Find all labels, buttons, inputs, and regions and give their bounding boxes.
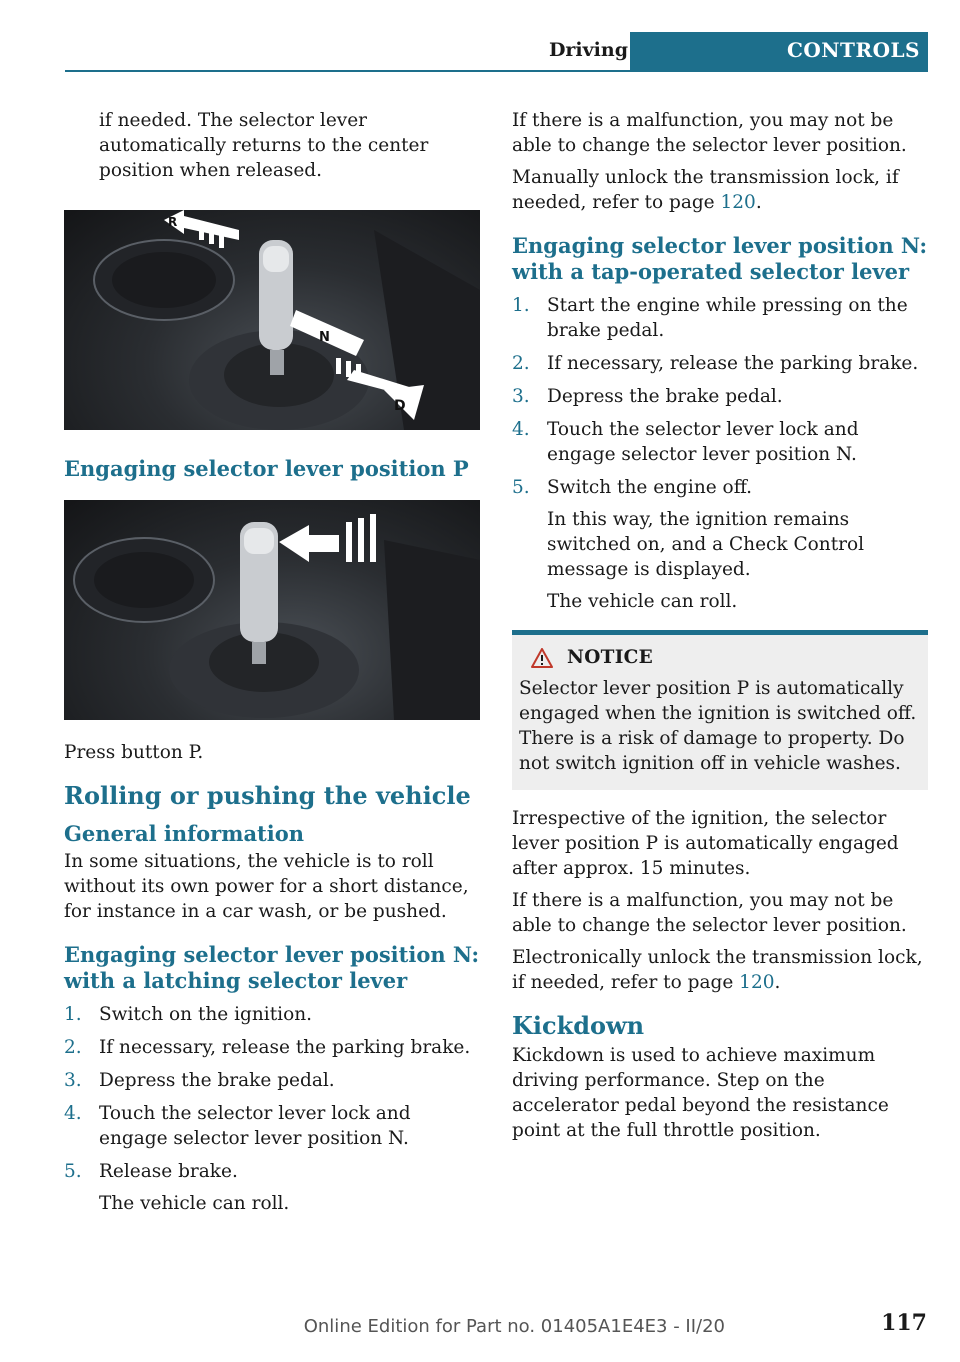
step-number: 5.: [64, 1161, 82, 1182]
malfunction-paragraph-2: If there is a malfunction, you may not be able to change the selector lever position.: [512, 890, 907, 936]
list-item: [64, 1068, 480, 1093]
electronic-unlock-paragraph: [512, 945, 928, 995]
step-text: Depress the brake pedal.: [547, 386, 783, 407]
step-number: 3.: [512, 386, 530, 407]
step-number: 5.: [512, 477, 530, 498]
step-text: If necessary, release the parking brake.: [547, 353, 919, 374]
edition-text: Online Edition for Part no. 01405A1E4E3 - II/20: [303, 1316, 725, 1337]
selector-lever-photo-rnd: [64, 210, 480, 430]
step-text: Touch the selector lever lock and engage selector lever position N.: [547, 419, 859, 465]
step-text: Switch on the ignition.: [99, 1004, 313, 1025]
kickdown-text: Kickdown is used to achieve maximum driving performance. Step on the accelerator pedal beyond the resistance point at the full throttle position.: [512, 1045, 889, 1141]
list-item: [512, 351, 928, 376]
list-item: [512, 417, 928, 467]
page-footer: [0, 1310, 960, 1356]
svg-text:R: R: [168, 215, 178, 229]
selector-lever-photo-p: [64, 500, 480, 720]
step-number: 3.: [64, 1070, 82, 1091]
step-subtext: In this way, the ignition remains switched on, and a Check Control message is displayed.: [547, 509, 865, 580]
heading-engage-p: Engaging selector lever position P: [64, 456, 469, 481]
list-item: [512, 293, 928, 343]
press-p-text: Press button P.: [64, 742, 204, 763]
step-number: 4.: [512, 419, 530, 440]
step-text: Start the engine while pressing on the brake pedal.: [547, 295, 908, 341]
step-text: Depress the brake pedal.: [99, 1070, 335, 1091]
manual-unlock-end: .: [755, 192, 762, 213]
page-number: 117: [881, 1310, 927, 1336]
list-item: [64, 1101, 480, 1151]
step-number: 1.: [64, 1004, 82, 1025]
selector-lever-r-n-d-diagram: [64, 210, 480, 430]
latching-steps-list: [64, 1002, 480, 1216]
manual-unlock-paragraph: [512, 165, 928, 215]
step-number: 1.: [512, 295, 530, 316]
header-chapter-tab: CONTROLS: [630, 32, 928, 70]
left-column: [64, 108, 480, 1224]
header-rule: [65, 70, 928, 72]
notice-header: [519, 645, 920, 670]
step-text: If necessary, release the parking brake.: [99, 1037, 471, 1058]
electronic-unlock-end: .: [774, 972, 781, 993]
step-text: Touch the selector lever lock and engage selector lever position N.: [99, 1103, 411, 1149]
step-text: Release brake.: [99, 1161, 238, 1182]
electronic-unlock-text: Electronically unlock the transmission lock, if needed, refer to page: [512, 947, 923, 993]
manual-unlock-text: Manually unlock the transmission lock, if needed, refer to page: [512, 167, 899, 213]
general-info-text: In some situations, the vehicle is to roll without its own power for a short distance, for instance in a car wash, or be pushed.: [64, 851, 469, 922]
svg-text:N: N: [319, 330, 330, 345]
list-item: [64, 1002, 480, 1027]
list-item: [512, 384, 928, 409]
notice-box: [512, 630, 928, 790]
heading-rolling: Rolling or pushing the vehicle: [64, 781, 471, 810]
right-column: [512, 108, 928, 1150]
heading-tap-operated: Engaging selector lever position N: with a tap-operated selector lever: [512, 233, 928, 284]
page-link-120-manual[interactable]: 120: [720, 192, 756, 213]
heading-general-info: General information: [64, 821, 305, 846]
step-text: Switch the engine off.: [547, 477, 753, 498]
selector-lever-p-button-diagram: [64, 500, 480, 720]
warning-icon: [531, 648, 553, 668]
malfunction-paragraph-1: If there is a malfunction, you may not be able to change the selector lever position.: [512, 110, 907, 156]
intro-paragraph: if needed. The selector lever automatically returns to the center position when released.: [99, 110, 429, 181]
list-item: [64, 1159, 480, 1216]
notice-title: NOTICE: [567, 647, 654, 668]
step-subtext: The vehicle can roll.: [99, 1193, 290, 1214]
step-subtext-2: The vehicle can roll.: [547, 591, 738, 612]
irrespective-paragraph: Irrespective of the ignition, the selector lever position P is automatically engaged after approx. 15 minutes.: [512, 808, 899, 879]
step-number: 2.: [512, 353, 530, 374]
list-item: [64, 1035, 480, 1060]
list-item: [512, 475, 928, 614]
notice-text: Selector lever position P is automatically engaged when the ignition is switched off. There is a risk of damage to property. Do not switch ignition off in vehicle washes.: [519, 678, 917, 774]
page-link-120-electronic[interactable]: 120: [739, 972, 775, 993]
header-section-title: Driving: [548, 39, 628, 61]
svg-text:D: D: [394, 398, 406, 414]
heading-kickdown: Kickdown: [512, 1011, 645, 1040]
tap-steps-list: [512, 293, 928, 614]
step-number: 4.: [64, 1103, 82, 1124]
step-number: 2.: [64, 1037, 82, 1058]
heading-latching: Engaging selector lever position N: with a latching selector lever: [64, 942, 480, 993]
